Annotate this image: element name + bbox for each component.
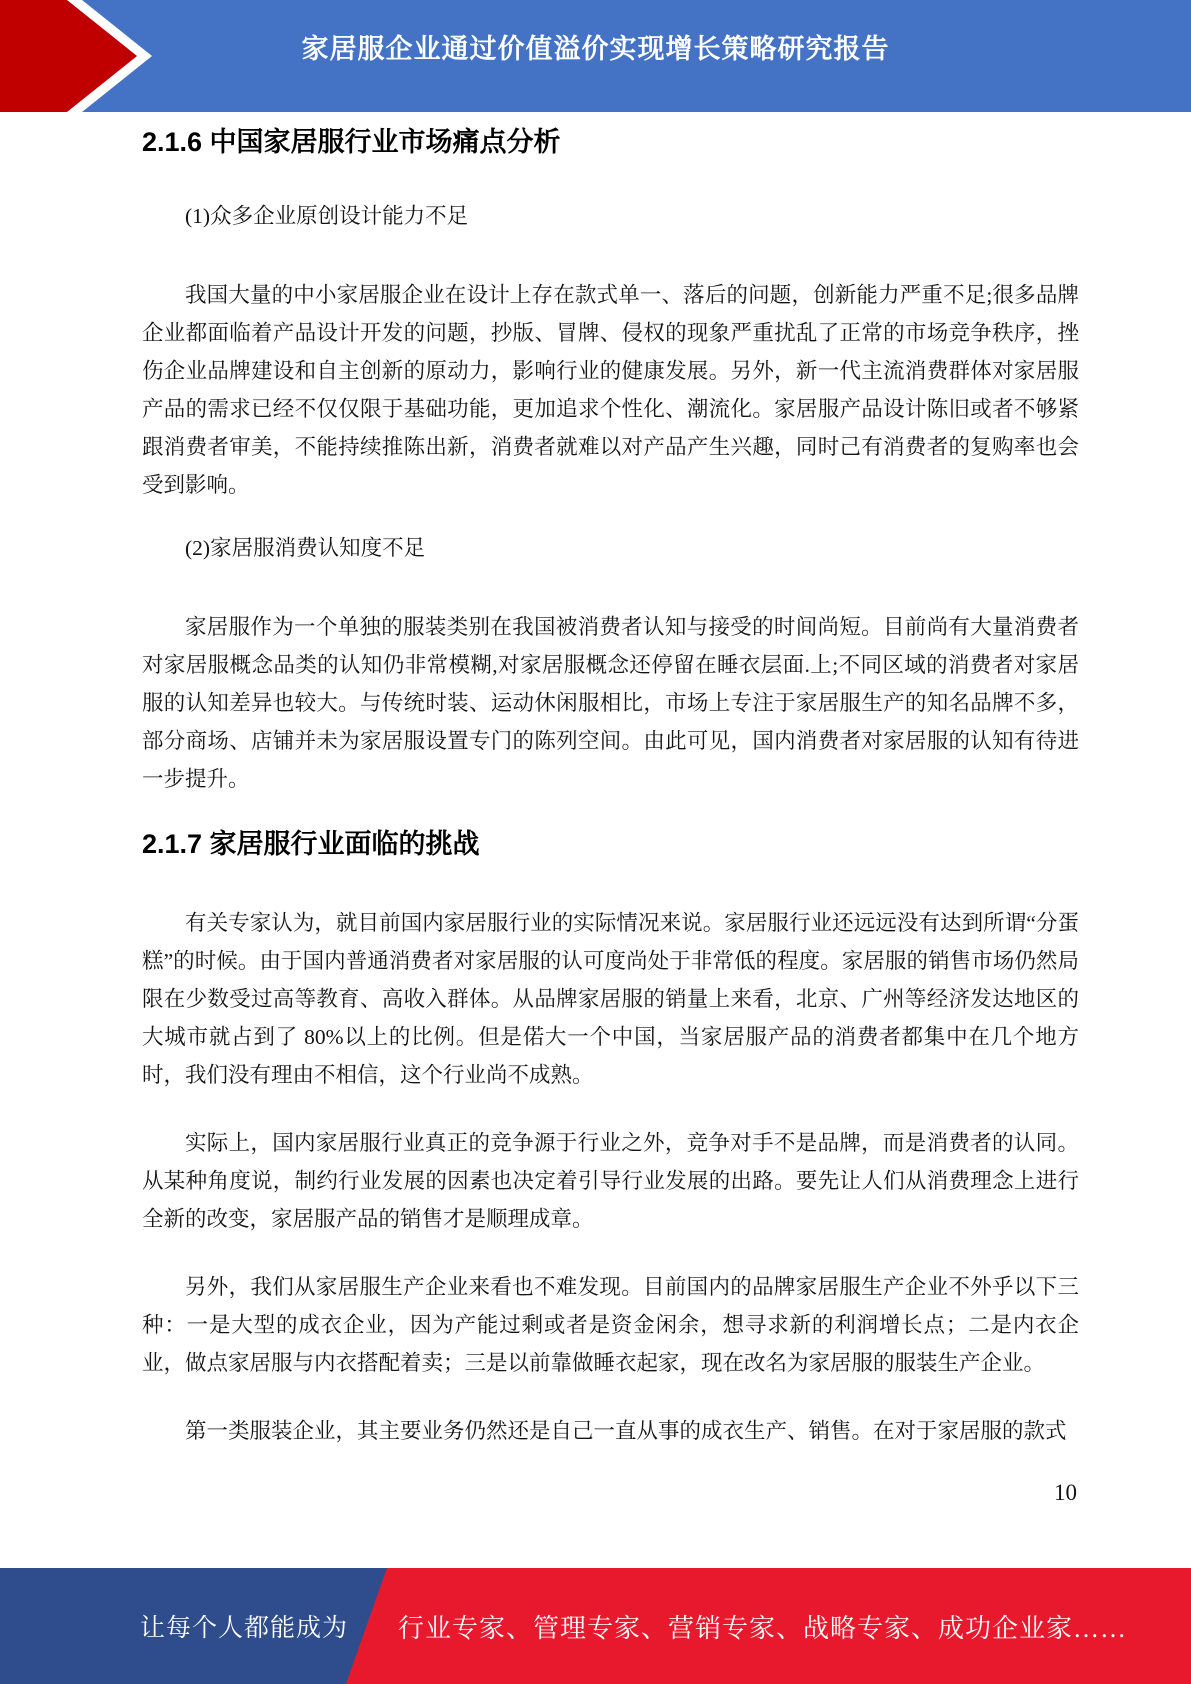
paragraph: 另外，我们从家居服生产企业来看也不难发现。目前国内的品牌家居服生产企业不外乎以下三种：一是大型的成衣企业，因为产能过剩或者是资金闲余，想寻求新的利润增长点；二是内衣企业，做点家居服与内衣搭配着卖；三是以前靠做睡衣起家，现在改名为家居服的服装生产企业。 (142, 1275, 1079, 1375)
list-item-2: (2)家居服消费认知度不足 (185, 536, 426, 560)
page-body (142, 112, 1079, 1506)
report-title: 家居服企业通过价值溢价实现增长策略研究报告 (301, 34, 890, 64)
paragraph: 我国大量的中小家居服企业在设计上存在款式单一、落后的问题，创新能力严重不足;很多品牌企业都面临着产品设计开发的问题，抄版、冒牌、侵权的现象严重扰乱了正常的市场竞争秩序，挫伤企业品牌建设和自主创新的原动力，影响行业的健康发展。另外，新一代主流消费群体对家居服产品的需求已经不仅仅限于基础功能，更加追求个性化、潮流化。家居服产品设计陈旧或者不够紧跟消费者审美，不能持续推陈出新，消费者就难以对产品产生兴趣，同时己有消费者的复购率也会受到影响。 (142, 283, 1079, 497)
section-heading-2-1-6: 2.1.6 中国家居服行业市场痛点分析 (142, 127, 561, 157)
page-header (0, 0, 1191, 112)
paragraph: 第一类服装企业，其主要业务仍然还是自己一直从事的成衣生产、销售。在对于家居服的款式 (185, 1419, 1067, 1443)
page-number: 10 (1054, 1480, 1077, 1505)
list-item-1: (1)众多企业原创设计能力不足 (185, 204, 469, 228)
paragraph: 实际上，国内家居服行业真正的竞争源于行业之外，竞争对手不是品牌，而是消费者的认同。从某种角度说，制约行业发展的因素也决定着引导行业发展的出路。要先让人们从消费理念上进行全新的改变，家居服产品的销售才是顺理成章。 (142, 1131, 1079, 1231)
footer-slogan-left: 让每个人都能成为 (140, 1615, 349, 1642)
section-heading-2-1-7: 2.1.7 家居服行业面临的挑战 (142, 829, 480, 859)
paragraph: 家居服作为一个单独的服装类别在我国被消费者认知与接受的时间尚短。目前尚有大量消费者对家居服概念品类的认知仍非常模糊,对家居服概念还停留在睡衣层面.上;不同区域的消费者对家居服的认知差异也较大。与传统时装、运动休闲服相比，市场上专注于家居服生产的知名品牌不多，部分商场、店铺并未为家居服设置专门的陈列空间。由此可见，国内消费者对家居服的认知有待进一步提升。 (142, 615, 1079, 791)
paragraph: 有关专家认为，就目前国内家居服行业的实际情况来说。家居服行业还远远没有达到所谓“分蛋糕”的时候。由于国内普通消费者对家居服的认可度尚处于非常低的程度。家居服的销售市场仍然局限在少数受过高等教育、高收入群体。从品牌家居服的销量上来看，北京、广州等经济发达地区的大城市就占到了 80%以上的比例。但是偌大一个中国，当家居服产品的消费者都集中在几个地方时，我们没有理由不相信，这个行业尚不成熟。 (142, 911, 1079, 1087)
page-footer (0, 1568, 1191, 1684)
footer-slogan-right: 行业专家、管理专家、营销专家、战略专家、成功企业家…… (398, 1613, 1128, 1643)
